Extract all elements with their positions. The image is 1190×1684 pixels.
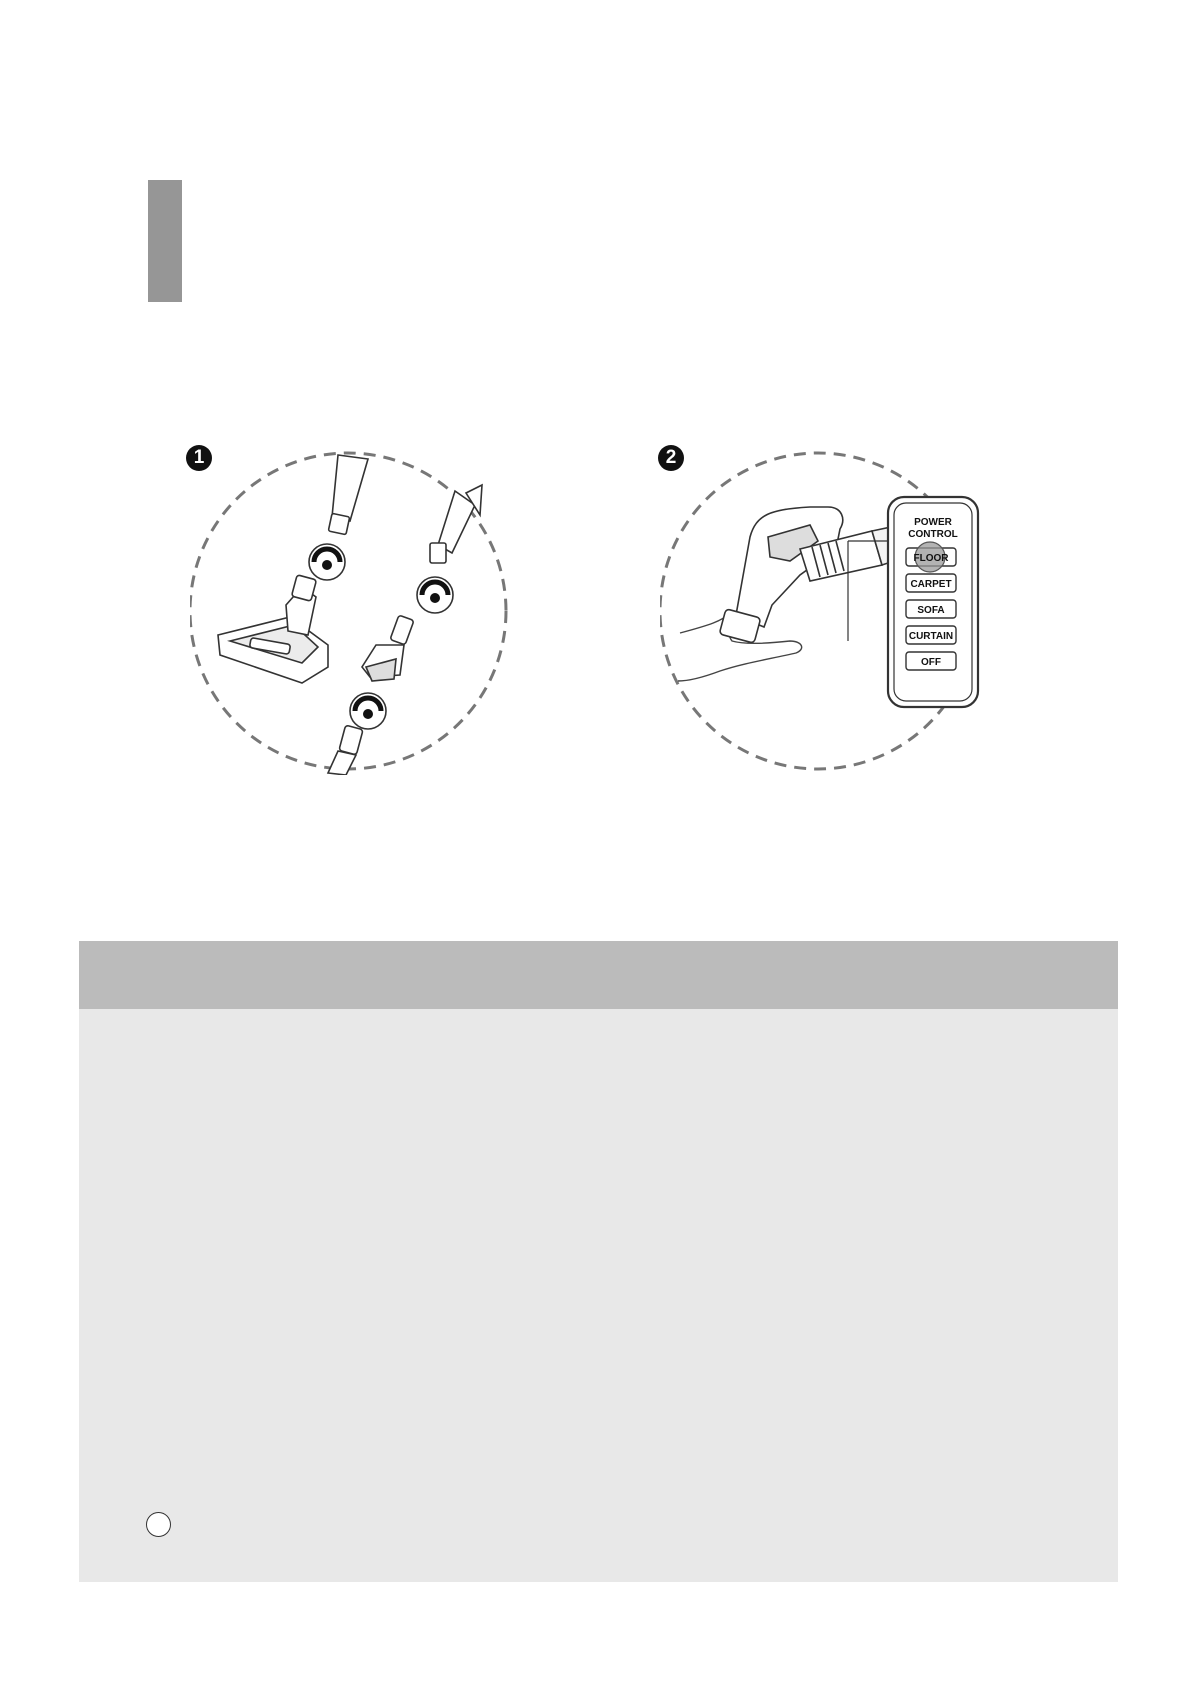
carpet-button [906,574,956,592]
info-box-header [79,941,1118,1009]
off-button-label: OFF [921,657,941,668]
power-control-title-line2: CONTROL [908,529,958,540]
crevice-tool [430,485,482,563]
hose-bottom [328,725,363,775]
info-box [79,941,1118,1582]
rotate-arrow-icon-1 [309,544,345,580]
off-button [906,652,956,670]
step-number-badge-2: 2 [658,445,684,471]
power-control-illustration [660,445,1000,775]
sofa-button [906,600,956,618]
sofa-button-label: SOFA [917,605,945,616]
curtain-button [906,626,956,644]
step-number-badge-1: 1 [186,445,212,471]
rotate-arrow-icon-3 [350,693,386,729]
attach-nozzles-illustration [190,445,520,775]
section-side-tab [148,180,182,302]
page-number-circle [146,1512,171,1537]
pipe-top [328,455,368,535]
power-control-panel [888,497,978,707]
rotate-arrow-icon-2 [417,577,453,613]
mini-brush [362,615,414,681]
curtain-button-label: CURTAIN [908,631,954,642]
power-control-title-line1: POWER [914,517,952,528]
floor-nozzle [218,575,328,683]
carpet-button-label: CARPET [910,579,952,590]
floor-button-label: FLOOR [913,553,949,564]
